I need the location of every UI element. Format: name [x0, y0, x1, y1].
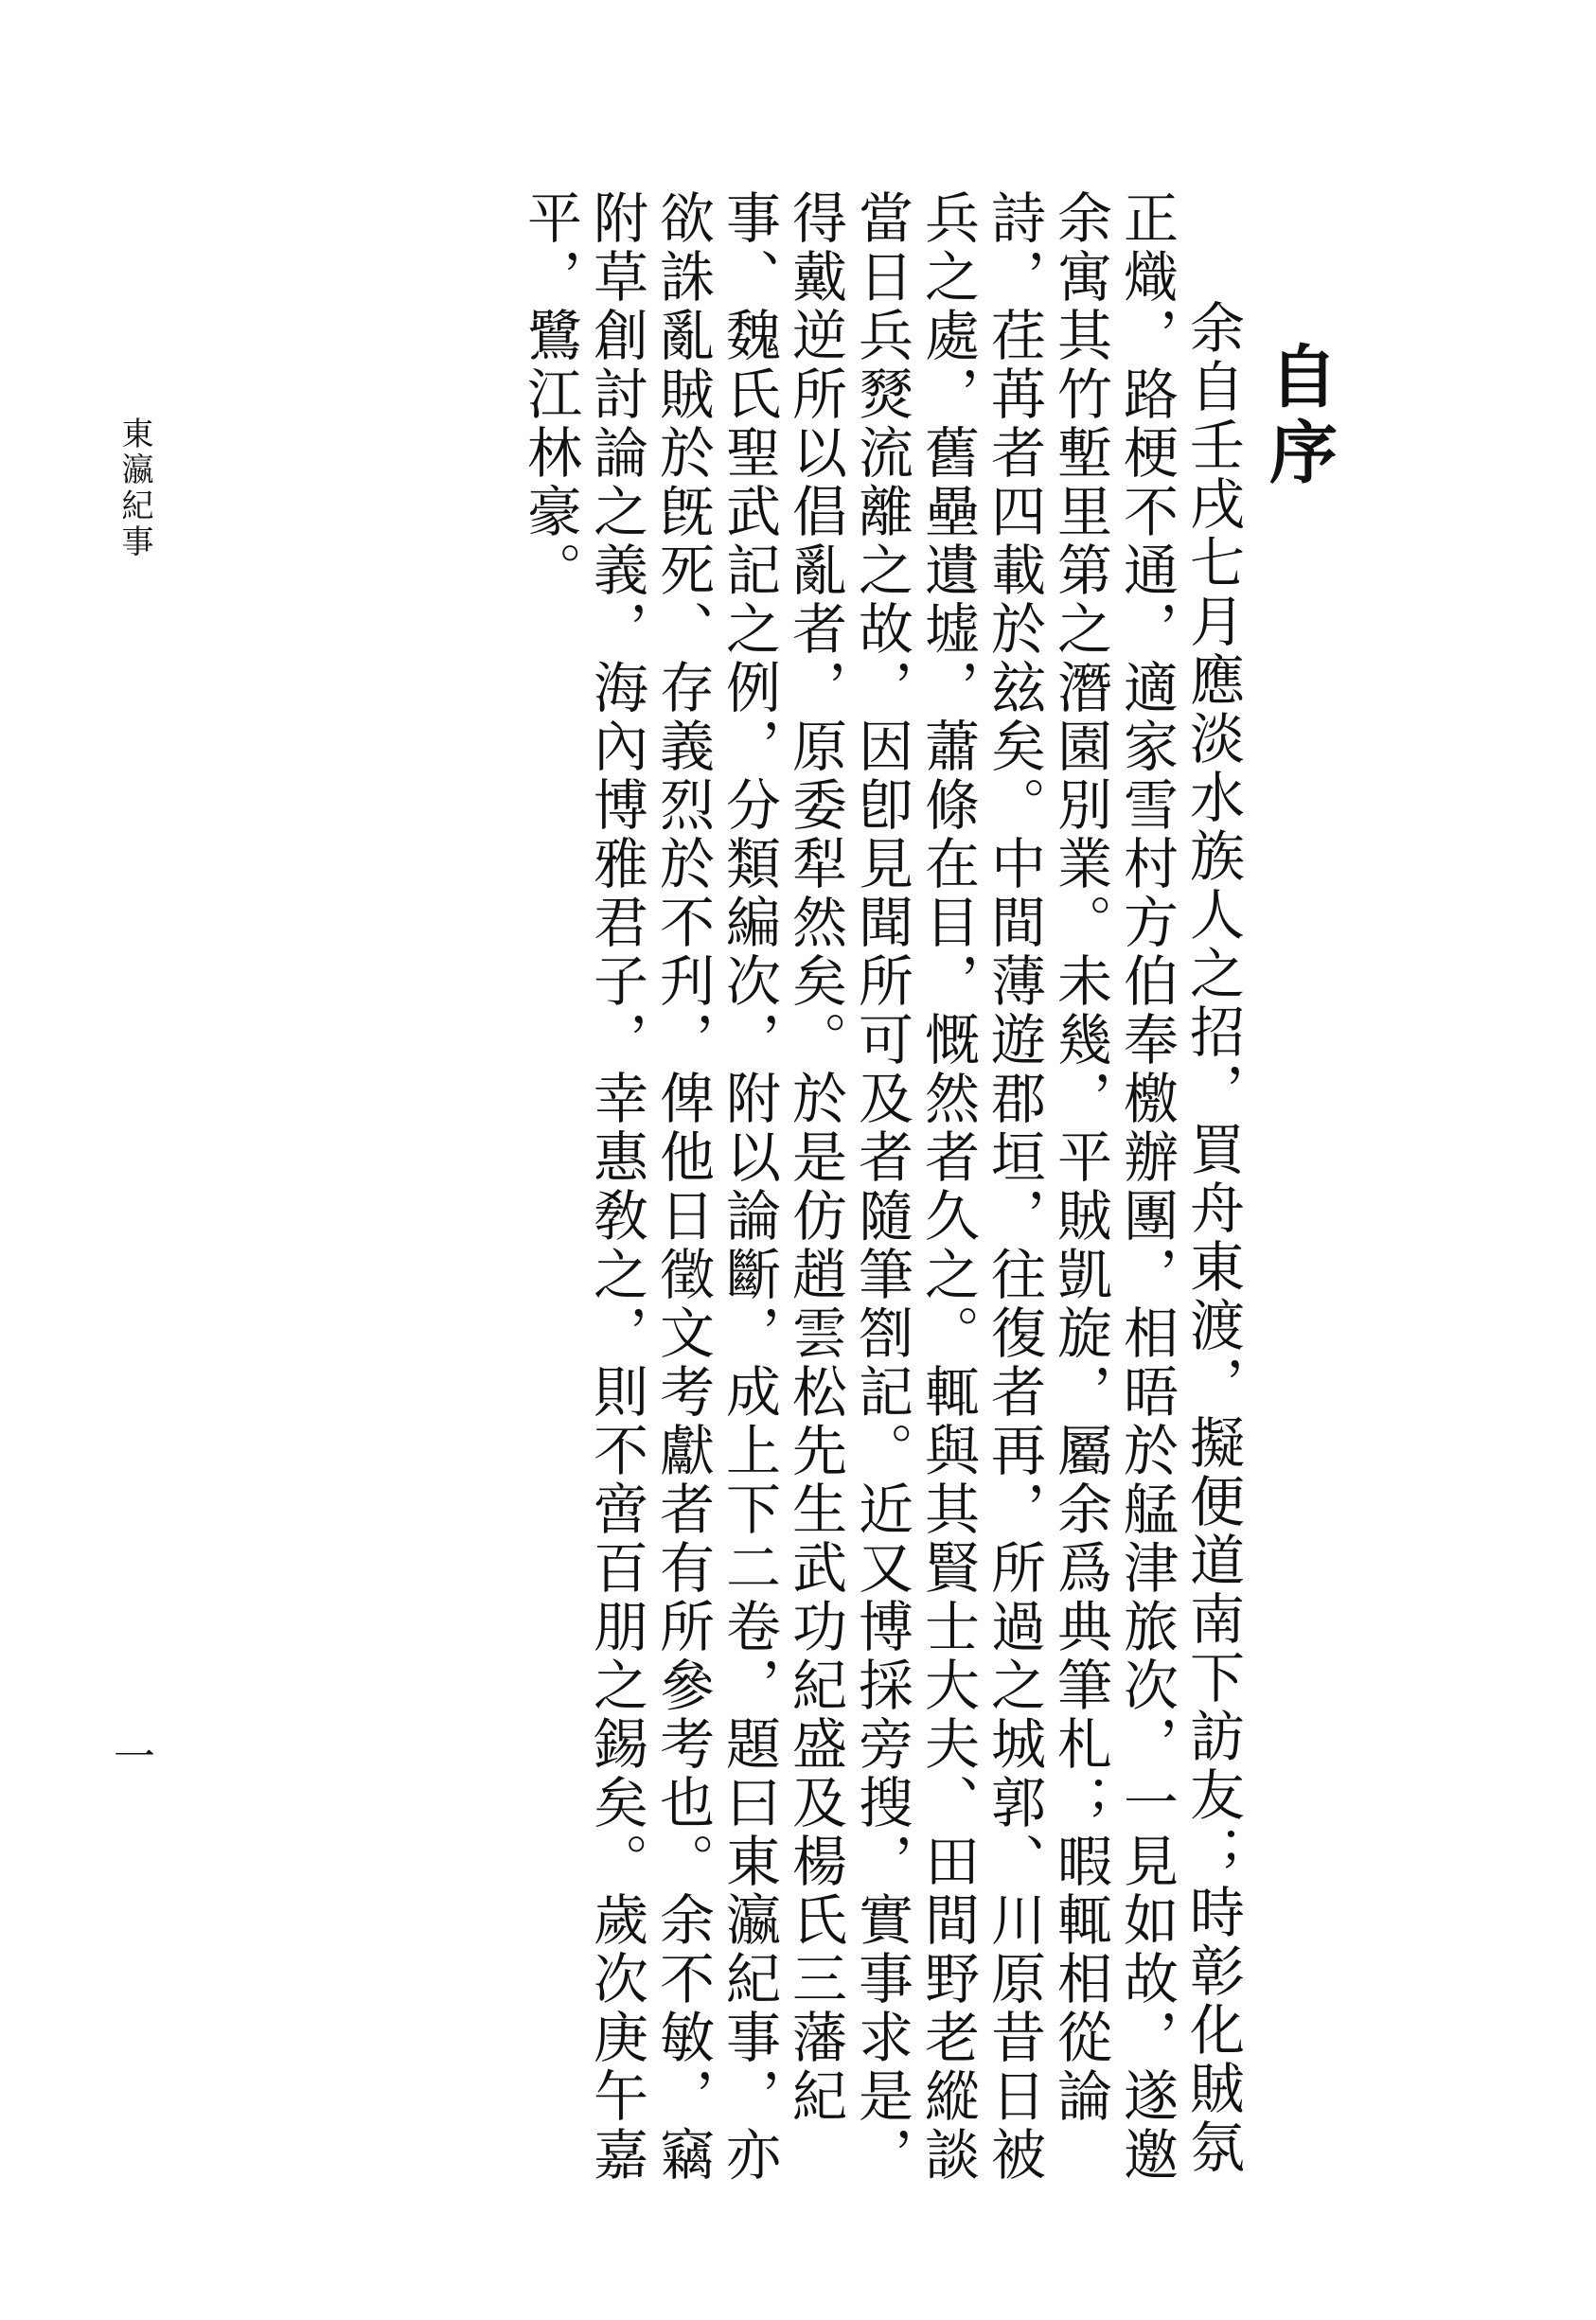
running-header: 東瀛紀事 [115, 416, 153, 560]
preface-body [517, 189, 1246, 2224]
page-number: 一 [114, 1733, 155, 1781]
page-title: 自序 [1258, 341, 1339, 492]
preface-paragraph: 余自壬戌七月應淡水族人之招，買舟東渡，擬便道南下訪友；時彰化賊氛正熾，路梗不通，適家雪村方伯奉檄辦團，相晤於艋津旅次，一見如故，遂邀余寓其竹塹里第之潛園別業。未幾，平賊凱旋，屬余爲典筆札；暇輒相從論詩，荏苒者四載於玆矣。中間薄遊郡垣，往復者再，所過之城郭、川原昔日被兵之處，舊壘遺墟，蕭條在目，慨然者久之。輒與其賢士大夫、田間野老縱談當日兵燹流離之故，因卽見聞所可及者隨筆劄記。近又博採旁搜，實事求是，得戴逆所以倡亂者，原委犁然矣。於是仿趙雲松先生武功紀盛及楊氏三藩紀事、魏氏聖武記之例，分類編次，附以論斷，成上下二卷，題曰東瀛紀事，亦欲誅亂賊於旣死、存義烈於不刋，俾他日徵文考獻者有所參考也。余不敏，竊附草創討論之義，海內博雅君子，幸惠敎之，則不啻百朋之錫矣。歲次庚午嘉平，鷺江林豪。 [518, 189, 1245, 2185]
